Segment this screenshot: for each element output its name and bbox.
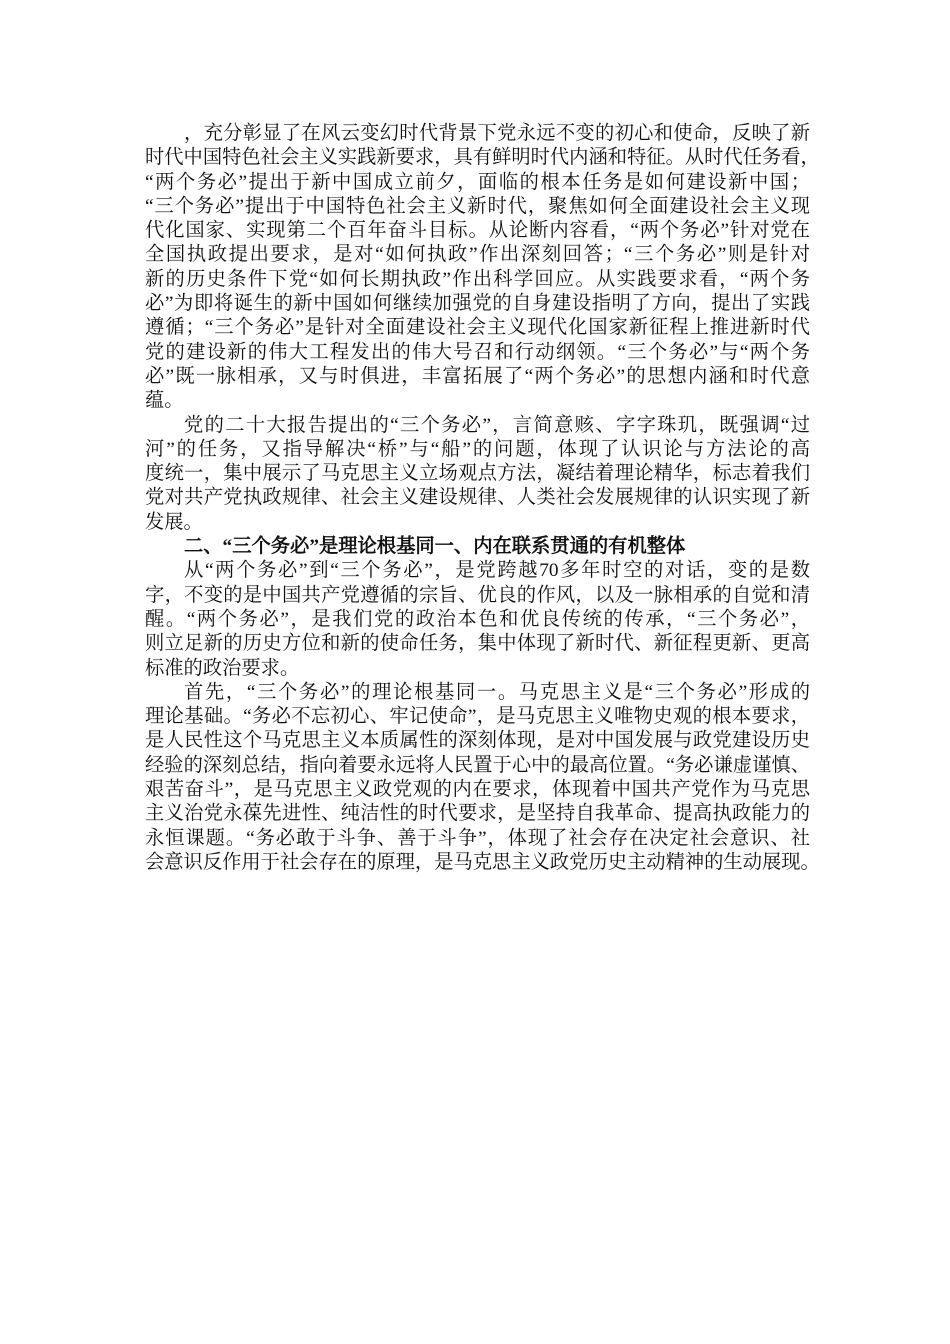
text-line: 是人民性这个马克思主义本质属性的深刻体现，是对中国发展与政党建设历史 xyxy=(145,730,810,752)
text-line: 理论基础。“务必不忘初心、牢记使命”，是马克思主义唯物史观的根本要求， xyxy=(145,706,810,728)
text-line: 新的历史条件下党“如何长期执政”作出科学回应。从实践要求看，“两个务 xyxy=(145,268,810,290)
text-line: 则立足新的历史方位和新的使命任务，集中体现了新时代、新征程更新、更高 xyxy=(145,633,810,655)
text-line: 主义治党永葆先进性、纯洁性的时代要求，是坚持自我革命、提高执政能力的 xyxy=(145,803,810,825)
text-line: 河”的任务，又指导解决“桥”与“船”的问题，体现了认识论与方法论的高 xyxy=(145,438,810,460)
text-line: 党的二十大报告提出的“三个务必”，言简意赅、字字珠玑，既强调“过 xyxy=(184,414,810,436)
text-line: 遵循；“三个务必”是针对全面建设社会主义现代化国家新征程上推进新时代 xyxy=(145,317,810,339)
text-line: 党的建设新的伟大工程发出的伟大号召和行动纲领。“三个务必”与“两个务 xyxy=(145,341,810,363)
paragraph xyxy=(145,559,810,680)
text-line: 全国执政提出要求，是对“如何执政”作出深刻回答；“三个务必”则是针对 xyxy=(145,244,810,266)
text-line: 蕴。 xyxy=(145,390,184,412)
text-line: 二、“三个务必”是理论根基同一、内在联系贯通的有机整体 xyxy=(184,536,686,558)
text-line: 字，不变的是中国共产党遵循的宗旨、优良的作风，以及一脉相承的自觉和清 xyxy=(145,584,810,606)
text-line: 醒。“两个务必”，是我们党的政治本色和优良传统的传承，“三个务必”， xyxy=(145,608,810,630)
text-line: 首先，“三个务必”的理论根基同一。马克思主义是“三个务必”形成的 xyxy=(184,681,810,703)
text-line: 会意识反作用于社会存在的原理，是马克思主义政党历史主动精神的生动展现。 xyxy=(145,851,820,873)
text-line: 发展。 xyxy=(145,511,203,533)
text-line: 经验的深刻总结，指向着要永远将人民置于心中的最高位置。“务必谦虚谨慎、 xyxy=(145,754,810,776)
paragraph xyxy=(145,122,820,414)
text-line: 标准的政治要求。 xyxy=(145,657,300,679)
text-line: “两个务必”提出于新中国成立前夕，面临的根本任务是如何建设新中国； xyxy=(145,171,810,193)
text-line: 艰苦奋斗”，是马克思主义政党观的内在要求，体现着中国共产党作为马克思 xyxy=(145,779,810,801)
paragraph xyxy=(145,681,820,875)
text-line: 永恒课题。“务必敢于斗争、善于斗争”，体现了社会存在决定社会意识、社 xyxy=(145,827,810,849)
paragraph xyxy=(145,414,810,535)
section-heading xyxy=(145,535,810,559)
document-page xyxy=(145,122,820,875)
text-line: 时代中国特色社会主义实践新要求，具有鲜明时代内涵和特征。从时代任务看， xyxy=(145,147,820,169)
text-line: 度统一，集中展示了马克思主义立场观点方法，凝结着理论精华，标志着我们 xyxy=(145,463,810,485)
text-line: 必”既一脉相承，又与时俱进，丰富拓展了“两个务必”的思想内涵和时代意 xyxy=(145,365,810,387)
text-line: 党对共产党执政规律、社会主义建设规律、人类社会发展规律的认识实现了新 xyxy=(145,487,810,509)
text-line: 代化国家、实现第二个百年奋斗目标。从论断内容看，“两个务必”针对党在 xyxy=(145,220,810,242)
text-line: ，充分彰显了在风云变幻时代背景下党永远不变的初心和使命，反映了新 xyxy=(184,123,810,144)
text-line: 必”为即将诞生的新中国如何继续加强党的自身建设指明了方向，提出了实践 xyxy=(145,293,810,315)
text-line: 从“两个务必”到“三个务必”，是党跨越70多年时空的对话，变的是数 xyxy=(184,560,810,582)
text-line: “三个务必”提出于中国特色社会主义新时代，聚焦如何全面建设社会主义现 xyxy=(145,195,810,217)
